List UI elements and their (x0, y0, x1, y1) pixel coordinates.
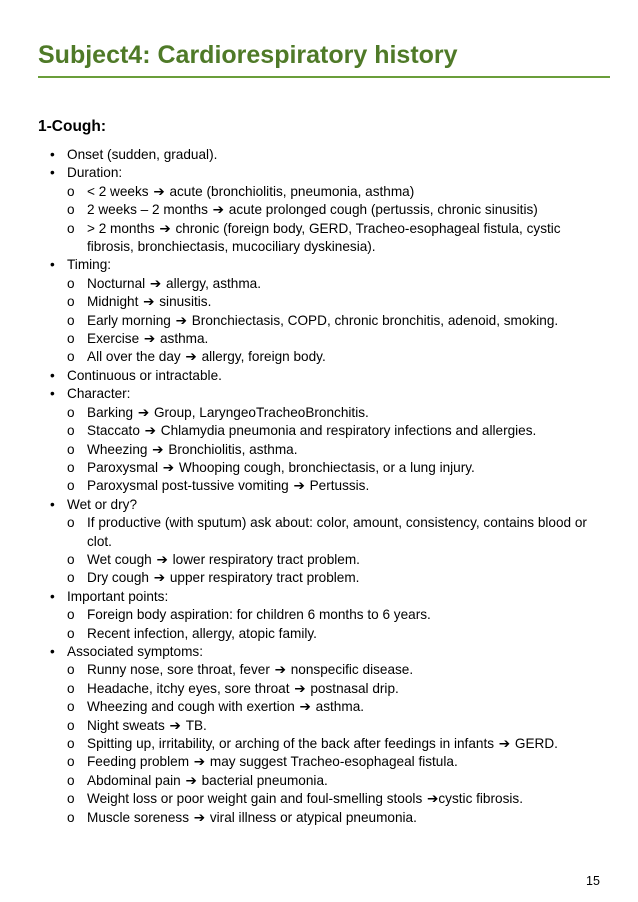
sub-list-item (67, 330, 587, 348)
sub-list-item (67, 606, 587, 624)
sub-item-meaning: allergy, asthma. (166, 275, 261, 291)
sub-item-term: Dry cough (87, 570, 149, 586)
circle-bullet-icon: o (67, 349, 75, 365)
arrow-right-icon: ➔ (422, 791, 439, 808)
sub-list-item (67, 183, 587, 201)
list-item (0, 256, 600, 366)
list-item-text: Timing: (67, 257, 112, 273)
bullet-icon: • (50, 643, 55, 659)
sub-item-term: Muscle soreness (87, 809, 189, 825)
arrow-right-icon: ➔ (269, 662, 291, 679)
sub-item-term: Wet cough (87, 551, 152, 567)
bullet-icon: • (50, 257, 55, 273)
circle-bullet-icon: o (67, 515, 75, 531)
sub-item-meaning: Whooping cough, bronchiectasis, or a lung injury. (178, 459, 475, 475)
arrow-right-icon: ➔ (138, 294, 160, 311)
arrow-right-icon: ➔ (158, 459, 179, 476)
title-main: Cardiorespiratory history (157, 41, 458, 69)
sub-item-meaning: Group, LaryngeoTracheoBronchitis. (153, 404, 369, 420)
sub-item-meaning: may suggest Tracheo-esophageal fistula. (209, 754, 458, 770)
list-item-text: Character: (67, 386, 131, 402)
sub-item-term: Midnight (87, 294, 139, 310)
arrow-right-icon: ➔ (151, 551, 173, 568)
sub-item-meaning: Bronchiectasis, COPD, chronic bronchitis, adenoid, smoking. (191, 312, 559, 328)
arrow-right-icon: ➔ (189, 809, 210, 826)
arrow-right-icon: ➔ (294, 699, 316, 716)
sub-item-term: Feeding problem (87, 754, 190, 770)
sub-list-item (67, 404, 587, 422)
circle-bullet-icon: o (67, 699, 75, 715)
circle-bullet-icon: o (67, 331, 75, 347)
sub-list-item (67, 348, 587, 366)
sub-item-term: All over the day (87, 349, 181, 365)
list-item-text: Important points: (67, 588, 169, 604)
sub-item-term: Night sweats (87, 717, 165, 733)
sub-item-term: Weight loss or poor weight gain and foul-smelling stools (87, 791, 423, 807)
arrow-right-icon: ➔ (145, 275, 167, 292)
sub-list-item (67, 514, 587, 551)
circle-bullet-icon: o (67, 275, 75, 291)
sub-item-meaning: acute prolonged cough (pertussis, chronic sinusitis) (228, 202, 538, 218)
sub-list-item (67, 293, 587, 311)
circle-bullet-icon: o (67, 312, 75, 328)
sub-item-meaning: allergy, foreign body. (201, 349, 326, 365)
title-prefix: Subject4: (38, 41, 151, 69)
section-heading: 1-Cough: (38, 118, 107, 135)
circle-bullet-icon: o (67, 220, 75, 236)
sub-list (67, 275, 600, 367)
sub-item-term: Barking (87, 404, 134, 420)
circle-bullet-icon: o (67, 202, 75, 218)
arrow-right-icon: ➔ (139, 423, 161, 440)
sub-list-item (67, 441, 587, 459)
sub-item-term: Nocturnal (87, 275, 146, 291)
arrow-right-icon: ➔ (164, 717, 186, 734)
circle-bullet-icon: o (67, 662, 75, 678)
sub-item-term: Spitting up, irritability, or arching of the back after feedings in infants (87, 736, 495, 751)
arrow-right-icon: ➔ (154, 220, 176, 237)
sub-item-meaning: asthma. (315, 699, 365, 715)
arrow-right-icon: ➔ (170, 312, 192, 329)
sub-item-term: Early morning (87, 312, 171, 328)
sub-list-item (67, 422, 587, 440)
sub-list-item (67, 569, 587, 587)
sub-item-term: Paroxysmal post-tussive vomiting (87, 478, 289, 494)
arrow-right-icon: ➔ (207, 202, 229, 219)
list-item (0, 496, 600, 588)
bullet-icon: • (50, 367, 55, 383)
bullet-icon: • (50, 386, 55, 402)
sub-item-meaning: nonspecific disease. (290, 662, 414, 678)
sub-list-item (67, 551, 587, 569)
sub-item-term: Abdominal pain (87, 772, 181, 788)
sub-list-item (67, 275, 587, 293)
arrow-right-icon: ➔ (494, 736, 515, 752)
circle-bullet-icon: o (67, 754, 75, 770)
sub-item-meaning: viral illness or atypical pneumonia. (209, 809, 417, 825)
list-item-text: Onset (sudden, gradual). (67, 147, 218, 162)
sub-list-item (67, 477, 587, 495)
sub-list-item (67, 312, 587, 330)
bullet-icon: • (50, 588, 55, 604)
circle-bullet-icon: o (67, 404, 75, 420)
sub-item-meaning: upper respiratory tract problem. (169, 570, 360, 586)
sub-list-item (67, 735, 587, 753)
sub-list-item (67, 661, 587, 679)
sub-item-meaning: GERD. (514, 736, 558, 751)
circle-bullet-icon: o (67, 736, 75, 751)
list-item-text: Associated symptoms: (67, 643, 203, 659)
list-item-text: Wet or dry? (67, 496, 138, 512)
circle-bullet-icon: o (67, 809, 75, 825)
sub-list-item (67, 698, 587, 716)
sub-list-item (67, 680, 587, 698)
list-item (0, 588, 600, 643)
list-item (0, 367, 600, 385)
arrow-right-icon: ➔ (148, 570, 170, 587)
circle-bullet-icon: o (67, 607, 75, 623)
bullet-icon: • (50, 496, 55, 512)
sub-item-term: Wheezing and cough with exertion (87, 699, 295, 715)
sub-item-meaning: Pertussis. (309, 478, 370, 494)
circle-bullet-icon: o (67, 791, 75, 807)
circle-bullet-icon: o (67, 183, 75, 199)
sub-item-meaning: lower respiratory tract problem. (172, 551, 360, 567)
sub-list (67, 606, 600, 643)
sub-item-meaning: chronic (foreign body, GERD, Tracheo-esophageal fistula, cystic fibrosis, bronchiectasis, mucociliary dyskinesia). (87, 220, 561, 255)
circle-bullet-icon: o (67, 625, 75, 641)
sub-item-meaning: acute (bronchiolitis, pneumonia, asthma) (169, 183, 415, 199)
arrow-right-icon: ➔ (189, 754, 210, 771)
circle-bullet-icon: o (67, 478, 75, 494)
sub-list-item (67, 772, 587, 790)
sub-item-meaning: Chlamydia pneumonia and respiratory infections and allergies. (160, 423, 537, 439)
sub-list-item (67, 717, 587, 735)
sub-item-meaning: postnasal drip. (310, 680, 399, 696)
sub-item-term: Wheezing (87, 441, 148, 457)
list-item (0, 146, 600, 164)
circle-bullet-icon: o (67, 551, 75, 567)
title-underline (38, 76, 610, 78)
sub-item-term: Paroxysmal (87, 459, 159, 475)
sub-item-term: Headache, itchy eyes, sore throat (87, 680, 290, 696)
circle-bullet-icon: o (67, 441, 75, 457)
sub-list (67, 404, 600, 496)
sub-item-term: Exercise (87, 331, 140, 347)
sub-list (67, 183, 600, 257)
arrow-right-icon: ➔ (133, 404, 154, 421)
bullet-icon: • (50, 147, 55, 162)
sub-item-meaning: bacterial pneumonia. (201, 772, 328, 788)
sub-item-term: 2 weeks – 2 months (87, 202, 208, 218)
sub-item-meaning: sinusitis. (159, 294, 212, 310)
arrow-right-icon: ➔ (289, 680, 311, 697)
sub-list (67, 514, 600, 588)
cough-list (0, 146, 600, 827)
sub-list-item (67, 201, 587, 219)
sub-list-item (67, 809, 587, 827)
page-number: 15 (586, 874, 600, 888)
list-item (0, 385, 600, 495)
arrow-right-icon: ➔ (139, 331, 160, 348)
arrow-right-icon: ➔ (148, 183, 170, 200)
sub-item-term: Runny nose, sore throat, fever (87, 662, 270, 678)
circle-bullet-icon: o (67, 772, 75, 788)
circle-bullet-icon: o (67, 294, 75, 310)
sub-list-item (67, 459, 587, 477)
page-title (38, 38, 610, 72)
sub-item-term: Foreign body aspiration: for children 6 months to 6 years. (87, 607, 431, 623)
sub-item-term: Recent infection, allergy, atopic family. (87, 625, 317, 641)
list-item-text: Continuous or intractable. (67, 367, 222, 383)
sub-item-meaning: Bronchiolitis, asthma. (168, 441, 298, 457)
sub-item-term: > 2 months (87, 220, 155, 236)
sub-item-meaning: asthma. (159, 331, 209, 347)
sub-list-item (67, 220, 587, 257)
list-item (0, 164, 600, 256)
arrow-right-icon: ➔ (180, 349, 202, 366)
list-item-text: Duration: (67, 165, 123, 181)
arrow-right-icon: ➔ (288, 478, 310, 495)
sub-item-meaning: cystic fibrosis. (438, 791, 523, 807)
circle-bullet-icon: o (67, 717, 75, 733)
bullet-icon: • (50, 165, 55, 181)
sub-item-term: < 2 weeks (87, 183, 149, 199)
circle-bullet-icon: o (67, 459, 75, 475)
list-item (0, 643, 600, 827)
circle-bullet-icon: o (67, 423, 75, 439)
sub-item-term: Staccato (87, 423, 140, 439)
sub-item-meaning: TB. (185, 717, 207, 733)
sub-item-term: If productive (with sputum) ask about: color, amount, consistency, contains blood or clot. (87, 515, 587, 549)
circle-bullet-icon: o (67, 680, 75, 696)
sub-list-item (67, 790, 587, 808)
arrow-right-icon: ➔ (180, 772, 202, 789)
sub-list-item (67, 753, 587, 771)
sub-list-item (67, 625, 587, 643)
circle-bullet-icon: o (67, 570, 75, 586)
arrow-right-icon: ➔ (147, 441, 169, 458)
sub-list (67, 661, 600, 827)
